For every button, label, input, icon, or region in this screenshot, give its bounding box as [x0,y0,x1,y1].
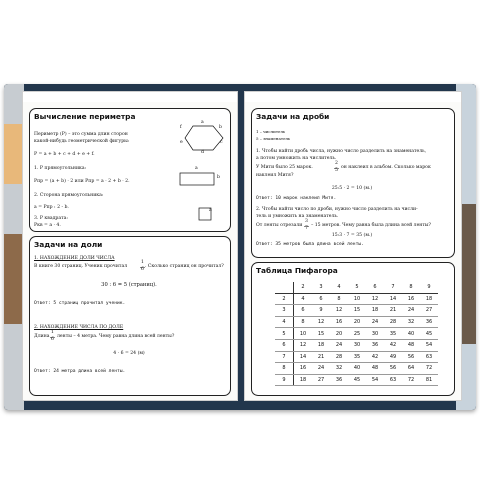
stamps-problem-c: наклеил Митя? [256,173,294,178]
stamps-problem-a: У Мити было 25 марок. [256,165,313,170]
square-label-a: a [209,208,212,213]
fractions-title: Задачи на дроби [256,112,330,121]
table-cell: 15 [348,305,366,317]
pythagoras-table [275,282,438,386]
table-cell: 27 [312,374,330,386]
ribbon-answer: Ответ: 35 метров была длина всей ленты. [256,242,364,247]
table-cell: 72 [420,363,438,375]
left-page [22,91,238,401]
part-problem-text-a: В книге 30 страниц. Ученик прочитал [34,264,128,269]
ribbon-problem-a: От ленты отрезали [256,223,303,228]
table-row [275,328,438,340]
stamps-calculation: 25:5 · 2 = 10 (м.) [331,186,373,191]
part-fraction-numerator: 1 [141,260,144,265]
table-cell: 4 [294,293,313,305]
square-diagram [198,207,218,223]
hexagon-label-e: e [180,140,183,145]
table-cell: 12 [366,293,384,305]
hexagon-diagram [179,120,238,156]
table-cell: 48 [366,363,384,375]
fraction-parts-title: Задачи на доли [34,240,103,249]
perimeter-definition-line-1: Периметр (P) – это сумма длин сторон [34,132,128,137]
table-cell: 16 [402,293,420,305]
hexagon-label-a: a [201,120,204,125]
table-cell: 45 [420,328,438,340]
table-cell: 8 [402,282,420,293]
table-cell: 8 [275,363,294,375]
ribbon-problem-b: – 15 метров. Чему равна была длина всей ленты? [311,223,432,228]
table-cell: 15 [312,328,330,340]
table-cell: 18 [294,374,313,386]
table-cell: 12 [312,316,330,328]
table-row [275,351,438,363]
table-cell: 21 [312,351,330,363]
square-perimeter-formula: Pкв = a · 4. [34,223,61,228]
table-cell: 24 [366,316,384,328]
table-cell: 42 [384,339,402,351]
table-cell: 54 [420,339,438,351]
table-header-row [275,282,438,293]
table-cell: 36 [330,374,348,386]
table-cell: 35 [384,328,402,340]
hexagon-label-f: f [180,125,182,130]
table-cell: 32 [330,363,348,375]
page-top-band [245,92,461,102]
stamps-fraction-denominator: 5 [335,168,338,173]
number-answer: Ответ: 24 метра длина всей ленты. [34,369,126,374]
ribbon-fraction-denominator: 7 [305,226,308,231]
page-top-band [23,92,237,102]
perimeter-title: Вычисление периметра [34,112,136,121]
table-cell: 12 [330,305,348,317]
table-cell: 63 [420,351,438,363]
table-cell: 8 [330,293,348,305]
table-cell: 30 [348,339,366,351]
numerator-legend: 1 – числитель [256,129,286,134]
table-cell: 9 [420,282,438,293]
number-problem-text-a: Длина [34,334,50,339]
hexagon-label-d: d [201,150,204,155]
table-cell: 28 [384,316,402,328]
table-cell: 3 [275,305,294,317]
table-cell: 16 [330,316,348,328]
table-cell: 24 [402,305,420,317]
stamps-answer: Ответ: 10 марок наклеил Митя. [256,196,337,201]
table-cell: 2 [294,282,313,293]
rectangle-perimeter-heading: 1. P прямоугольника: [34,166,87,171]
part-of-number-heading: 1. НАХОЖДЕНИЕ ДОЛИ ЧИСЛА [34,256,115,261]
table-cell: 54 [366,374,384,386]
table-cell: 10 [294,328,313,340]
table-row [275,363,438,375]
table-cell: 28 [330,351,348,363]
rule-2-line-2: тель и умножить на знаменатель. [256,214,339,219]
table-cell: 3 [312,282,330,293]
table-cell: 40 [348,363,366,375]
table-cell: 42 [366,351,384,363]
part-calculation: 30 : 6 = 5 (страниц). [101,282,157,288]
ribbon-calculation: 15:3 · 7 = 35 (м.) [331,233,373,238]
table-cell: 20 [348,316,366,328]
rectangle-side-formula: a = Pпр : 2 - b. [34,205,69,210]
table-cell: 18 [366,305,384,317]
table-cell: 10 [348,293,366,305]
table-cell: 6 [312,293,330,305]
table-cell: 63 [384,374,402,386]
ribbon-fraction-numerator: 3 [305,219,308,224]
table-cell: 56 [402,351,420,363]
table-cell: 49 [384,351,402,363]
table-cell: 36 [366,339,384,351]
table-cell: 6 [366,282,384,293]
rectangle-perimeter-formula: Pпр = (a + b) · 2 или Pпр = a · 2 + b · 2. [34,179,130,184]
table-cell: 12 [294,339,313,351]
table-cell: 48 [402,339,420,351]
rectangle-label-a: a [195,166,198,171]
table-cell: 30 [366,328,384,340]
table-cell: 32 [402,316,420,328]
table-cell: 18 [420,293,438,305]
stamps-problem-b: он наклеил в альбом. Сколько марок [341,165,431,170]
square-perimeter-heading: 3. P квадрата: [34,216,68,221]
number-fraction-denominator: 6 [51,337,54,342]
table-row [275,293,438,305]
perimeter-formula: P = a + b + c + d + e + f. [34,152,95,157]
table-cell [275,282,294,293]
table-cell: 36 [420,316,438,328]
table-cell: 2 [275,293,294,305]
table-cell: 6 [275,339,294,351]
denominator-legend: 5 – знаменатель [256,136,291,141]
table-cell: 24 [312,363,330,375]
part-problem-text-b: . Сколько страниц он прочитал? [145,264,224,269]
stamps-fraction-numerator: 2 [335,161,338,166]
table-row [275,316,438,328]
hexagon-label-b: b [219,125,222,130]
rule-2-line-1: 2. Чтобы найти число по дроби, нужно число разделить на числи- [256,207,418,212]
number-problem-text-b: ленты – 4 метра. Чему равна длина всей ленты? [57,334,175,339]
hexagon-label-c: c [220,140,223,145]
table-row [275,305,438,317]
part-answer: Ответ: 5 страниц прочитал ученик. [34,301,126,306]
table-cell: 7 [384,282,402,293]
right-page [244,91,462,401]
table-row [275,339,438,351]
table-cell: 24 [330,339,348,351]
rectangle-diagram [179,172,219,188]
table-cell: 21 [384,305,402,317]
pythagoras-title: Таблица Пифагора [256,266,338,275]
table-cell: 64 [402,363,420,375]
number-fraction-numerator: 1 [51,330,54,335]
table-cell: 8 [294,316,313,328]
number-calculation: 4 · 6 = 24 (м) [113,351,145,356]
table-cell: 81 [420,374,438,386]
table-cell: 5 [275,328,294,340]
number-by-part-heading: 2. НАХОЖДЕНИЕ ЧИСЛА ПО ДОЛЕ [34,325,124,330]
table-cell: 6 [294,305,313,317]
table-row [275,374,438,386]
table-cell: 16 [294,363,313,375]
table-cell: 9 [312,305,330,317]
table-cell: 27 [420,305,438,317]
part-fraction-denominator: 6 [141,267,144,272]
rule-1-line-2: а потом умножить на числитель. [256,156,337,161]
table-cell: 56 [384,363,402,375]
rectangle-label-b: b [217,175,220,180]
table-cell: 14 [384,293,402,305]
table-cell: 14 [294,351,313,363]
table-cell: 25 [348,328,366,340]
rectangle-side-heading: 2. Сторона прямоугольника: [34,193,104,198]
table-cell: 45 [348,374,366,386]
perimeter-definition-line-2: какой-нибудь геометрической фигуры: [34,139,130,144]
table-cell: 4 [275,316,294,328]
table-cell: 18 [312,339,330,351]
table-cell: 9 [275,374,294,386]
table-cell: 7 [275,351,294,363]
table-cell: 72 [402,374,420,386]
table-cell: 4 [330,282,348,293]
rule-1-line-1: 1. Чтобы найти дробь числа, нужно число разделить на знаменатель, [256,149,427,154]
table-cell: 35 [348,351,366,363]
table-cell: 20 [330,328,348,340]
table-cell: 40 [402,328,420,340]
table-cell: 5 [348,282,366,293]
